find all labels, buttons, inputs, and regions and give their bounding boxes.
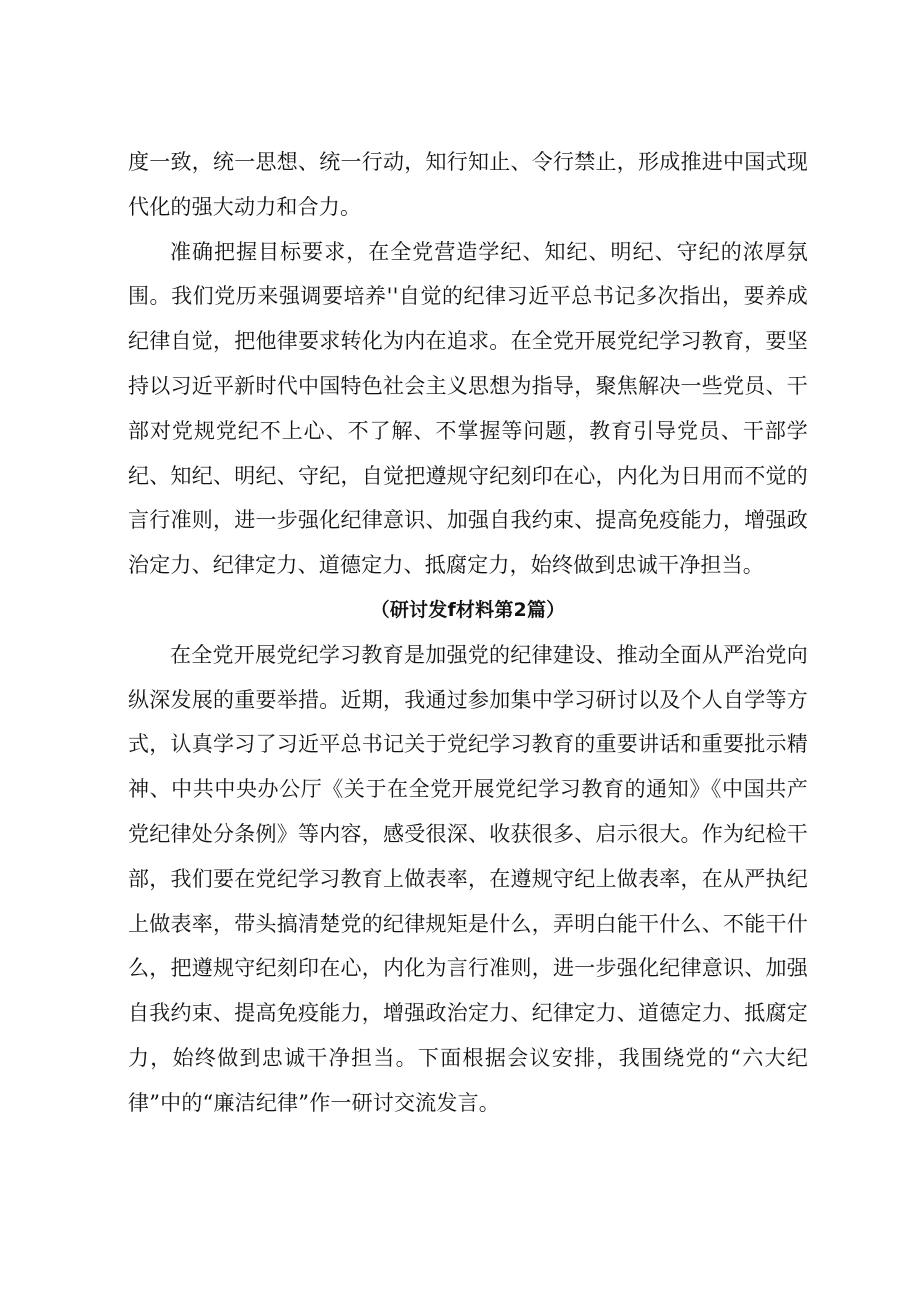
paragraph-continuation: 度一致，统一思想、统一行动，知行知止、令行禁止，形成推进中国式现代化的强大动力和合力。 — [128, 150, 808, 219]
paragraph-study-education: 在全党开展党纪学习教育是加强党的纪律建设、推动全面从严治党向纵深发展的重要举措。近期，我通过参加集中学习研讨以及个人自学等方式，认真学习了习近平总书记关于党纪学习教育的重要讲话和重要批示精神、中共中央办公厅《关于在全党开展党纪学习教育的通知》《中国共产党纪律处分条例》等内容，感受很深、收获很多、启示很大。作为纪检干部，我们要在党纪学习教育上做表率，在遵规守纪上做表率，在从严执纪上做表率，带头搞清楚党的纪律规矩是什么，弄明白能干什么、不能干什么，把遵规守纪刻印在心，内化为言行准则，进一步强化纪律意识、加强自我约束、提高免疫能力，增强政治定力、纪律定力、道德定力、抵腐定力，始终做到忠诚干净担当。下面根据会议安排，我围绕党的“六大纪律”中的“廉洁纪律”作一研讨交流发言。 — [128, 642, 808, 1115]
paragraph-target-requirements: 准确把握目标要求，在全党营造学纪、知纪、明纪、守纪的浓厚氛围。我们党历来强调要培养''自觉的纪律习近平总书记多次指出，要养成纪律自觉，把他律要求转化为内在追求。在全党开展党纪学习教育，要坚持以习近平新时代中国特色社会主义思想为指导，聚焦解决一些党员、干部对党规党纪不上心、不了解、不掌握等问题，教育引导党员、干部学纪、知纪、明纪、守纪，自觉把遵规守纪刻印在心，内化为日用而不觉的言行准则，进一步强化纪律意识、加强自我约束、提高免疫能力，增强政治定力、纪律定力、道德定力、抵腐定力，始终做到忠诚干净担当。 — [128, 239, 808, 578]
section-heading: （研讨发f材料第2篇） — [370, 598, 566, 621]
document-body — [128, 140, 808, 1126]
